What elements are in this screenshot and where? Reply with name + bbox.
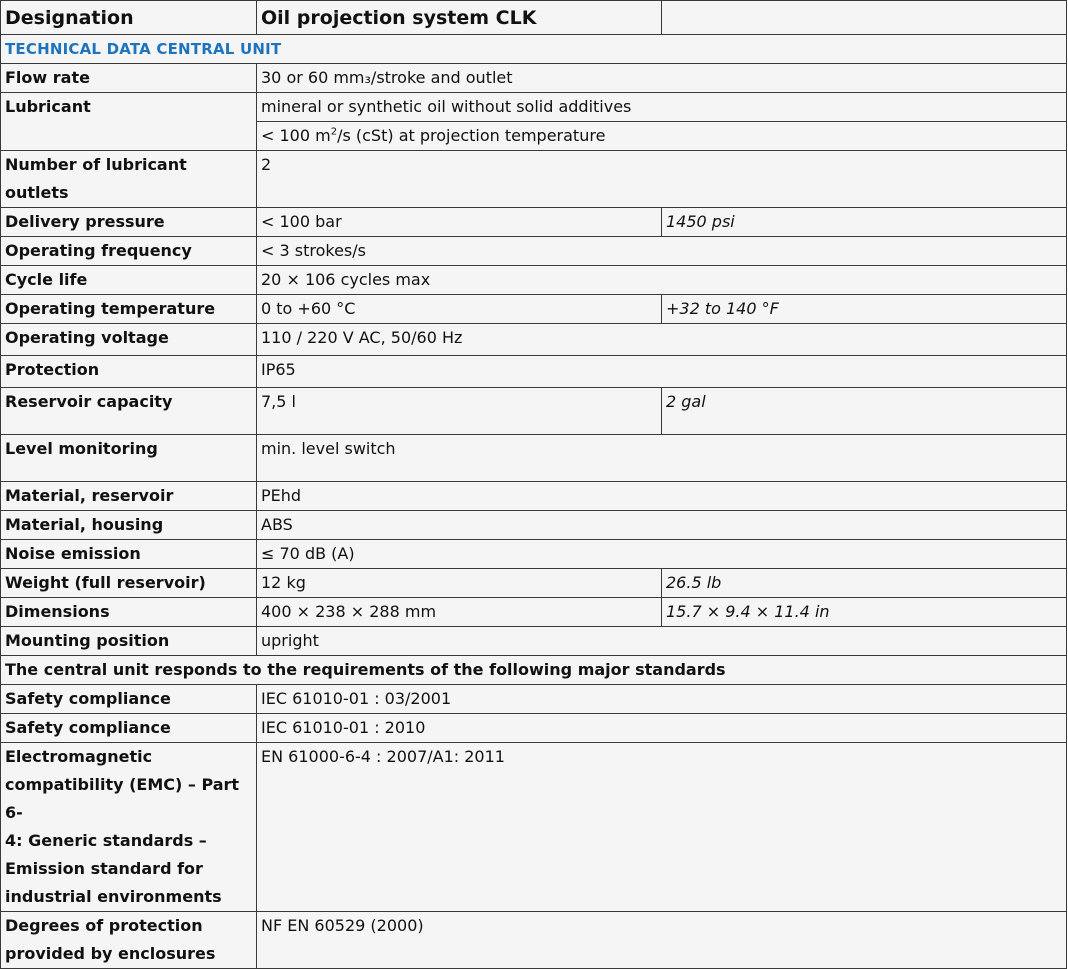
label-line: provided by enclosures <box>5 944 216 963</box>
row-value: 7,5 l <box>257 388 662 435</box>
viscosity-suffix: /s (cSt) at projection temperature <box>337 126 606 145</box>
row-alt-value: 1450 psi <box>662 208 1067 237</box>
row-value: < 3 strokes/s <box>257 237 1067 266</box>
row-value <box>257 122 1067 151</box>
row-value: IP65 <box>257 356 1067 388</box>
table-row <box>1 64 1067 93</box>
table-row <box>1 540 1067 569</box>
row-label: Weight (full reservoir) <box>1 569 257 598</box>
table-row <box>1 324 1067 356</box>
row-label: Safety compliance <box>1 714 257 743</box>
row-label: Material, reservoir <box>1 482 257 511</box>
standards-heading: The central unit responds to the requirements of the following major standards <box>1 656 1067 685</box>
section-title: TECHNICAL DATA CENTRAL UNIT <box>1 35 1067 64</box>
header-blank-cell <box>662 1 1067 35</box>
table-row <box>1 237 1067 266</box>
row-label: Operating frequency <box>1 237 257 266</box>
viscosity-prefix: < 100 m <box>261 126 331 145</box>
product-name: Oil projection system CLK <box>257 1 662 35</box>
row-value: min. level switch <box>257 435 1067 482</box>
row-value: IEC 61010-01 : 03/2001 <box>257 685 1067 714</box>
header-row <box>1 1 1067 35</box>
row-label: Cycle life <box>1 266 257 295</box>
label-line: Emission standard for <box>5 859 203 878</box>
viscosity-exponent: 2 <box>330 126 338 138</box>
row-value: 12 kg <box>257 569 662 598</box>
table-row <box>1 482 1067 511</box>
row-value: 30 or 60 mm₃/stroke and outlet <box>257 64 1067 93</box>
row-value: 20 × 106 cycles max <box>257 266 1067 295</box>
table-row <box>1 151 1067 208</box>
row-value: 400 × 238 × 288 mm <box>257 598 662 627</box>
row-label: Level monitoring <box>1 435 257 482</box>
row-value: upright <box>257 627 1067 656</box>
designation-label: Designation <box>1 1 257 35</box>
row-value: ABS <box>257 511 1067 540</box>
row-alt-value: 15.7 × 9.4 × 11.4 in <box>662 598 1067 627</box>
table-row <box>1 685 1067 714</box>
label-line: Electromagnetic <box>5 747 153 766</box>
table-row <box>1 569 1067 598</box>
table-row <box>1 208 1067 237</box>
table-row <box>1 743 1067 912</box>
table-row <box>1 435 1067 482</box>
row-value: PEhd <box>257 482 1067 511</box>
table-row <box>1 93 1067 122</box>
row-label: Reservoir capacity <box>1 388 257 435</box>
row-alt-value: 26.5 lb <box>662 569 1067 598</box>
row-value: 0 to +60 °C <box>257 295 662 324</box>
standards-heading-row <box>1 656 1067 685</box>
table-row <box>1 388 1067 435</box>
section-row <box>1 35 1067 64</box>
row-value: 110 / 220 V AC, 50/60 Hz <box>257 324 1067 356</box>
label-line: 4: Generic standards – <box>5 831 207 850</box>
table-row <box>1 511 1067 540</box>
row-label: Flow rate <box>1 64 257 93</box>
table-row <box>1 356 1067 388</box>
row-label: Operating temperature <box>1 295 257 324</box>
row-label <box>1 912 257 969</box>
row-label: Lubricant <box>1 93 257 151</box>
row-label: Delivery pressure <box>1 208 257 237</box>
row-label: Mounting position <box>1 627 257 656</box>
row-value: < 100 bar <box>257 208 662 237</box>
row-label: Dimensions <box>1 598 257 627</box>
label-line: Degrees of protection <box>5 916 203 935</box>
row-alt-value: +32 to 140 °F <box>662 295 1067 324</box>
row-label: Safety compliance <box>1 685 257 714</box>
row-label <box>1 743 257 912</box>
table-row <box>1 714 1067 743</box>
table-row <box>1 295 1067 324</box>
row-label: Protection <box>1 356 257 388</box>
row-label: Operating voltage <box>1 324 257 356</box>
table-row <box>1 627 1067 656</box>
table-row <box>1 598 1067 627</box>
row-value: IEC 61010-01 : 2010 <box>257 714 1067 743</box>
row-value: NF EN 60529 (2000) <box>257 912 1067 969</box>
label-line: industrial environments <box>5 887 222 906</box>
row-label: Number of lubricant outlets <box>1 151 257 208</box>
row-label: Material, housing <box>1 511 257 540</box>
table-row <box>1 266 1067 295</box>
table-row <box>1 912 1067 969</box>
row-label: Noise emission <box>1 540 257 569</box>
label-line: compatibility (EMC) – Part 6- <box>5 775 240 822</box>
row-alt-value: 2 gal <box>662 388 1067 435</box>
row-value: EN 61000-6-4 : 2007/A1: 2011 <box>257 743 1067 912</box>
row-value: 2 <box>257 151 1067 208</box>
row-value: ≤ 70 dB (A) <box>257 540 1067 569</box>
row-value: mineral or synthetic oil without solid additives <box>257 93 1067 122</box>
